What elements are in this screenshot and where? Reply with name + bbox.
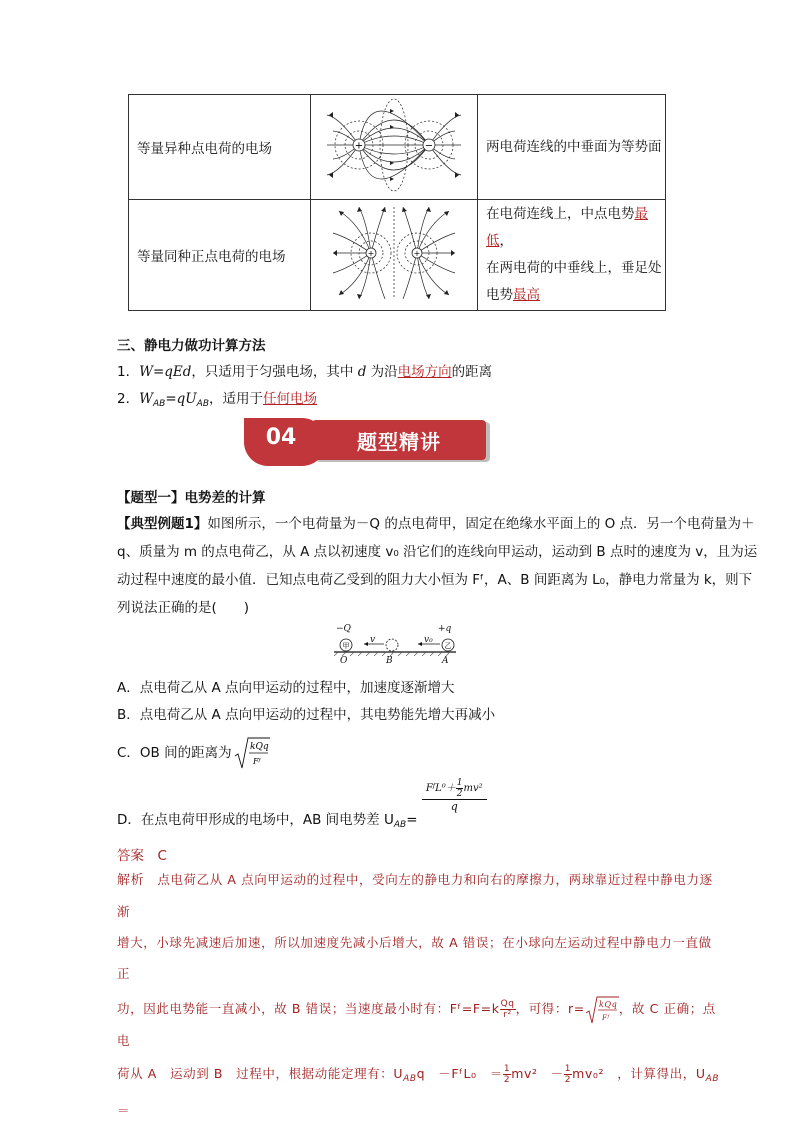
negative-charge-sign: − <box>424 140 434 152</box>
problem-line: q、质量为 m 的点电荷乙，从 A 点以初速度 v₀ 沿它们的连线向甲运动，运动到 B 点时的速度为 v，且为运 <box>117 544 758 560</box>
fraction-numerator <box>422 778 487 800</box>
sqrt-sign <box>234 736 270 770</box>
symbol: W <box>139 391 153 407</box>
symbol: d <box>357 364 367 380</box>
option-a: A．点电荷乙从 A 点向甲运动的过程中，加速度逐渐增大 <box>117 680 455 696</box>
explanation-label: 解析 <box>117 873 145 888</box>
sqrt-numerator: kQq <box>249 742 269 752</box>
point-label-b: B <box>386 656 393 666</box>
subscript: AB <box>403 1073 417 1084</box>
banner-title: 题型精讲 <box>357 430 441 454</box>
half-fraction <box>503 1064 511 1085</box>
sqrt-denominator: Fᶠ <box>252 757 261 766</box>
numerator-tail: mv² <box>463 783 483 794</box>
explanation-text: mv² － <box>511 1065 564 1081</box>
desc-text: 电势 <box>486 287 513 303</box>
half-top: 1 <box>456 778 463 788</box>
subscript: AB <box>705 1073 720 1084</box>
problem-line: 动过程中速度的最小值．已知点电荷乙受到的阻力大小恒为 Fᶠ，A、B 间距离为 L₀，静电力常量为 k，则下 <box>117 572 753 588</box>
explanation-line: 增大，小球先减速后加速，所以加速度先减小后增大，故 A 错误；在小球向左运动过程中静电力一直做正 <box>117 935 712 981</box>
charge-label-pos-q: +q <box>438 624 452 634</box>
explanation-text: 点电荷乙从 A 点向甲运动的过程中，受向左的静电力和向右的摩擦力，两球靠近过程中静电力逐渐 <box>117 872 713 919</box>
half-fraction <box>564 1064 572 1085</box>
explanation-line <box>117 993 723 1056</box>
field-figure-cell <box>311 200 478 311</box>
sqrt-denominator: Fᶠ <box>601 1013 610 1022</box>
highlight-field-direction: 电场方向 <box>397 364 452 380</box>
field-desc: 两电荷连线的中垂面为等势面 <box>486 138 662 155</box>
option-d-text <box>117 812 418 828</box>
item-text: 为沿 <box>366 364 398 380</box>
explanation <box>117 864 733 1120</box>
subscript: AB <box>393 820 407 830</box>
banner-number: 04 <box>265 425 297 450</box>
answer-value: C <box>157 848 167 864</box>
fraction-bottom: r² <box>503 1010 512 1020</box>
problem-label: 【典型例题1】 <box>117 516 208 532</box>
problem-line <box>117 512 755 532</box>
sqrt-expression <box>234 736 270 770</box>
desc-text: ， <box>499 233 513 249</box>
explanation-line <box>117 864 723 927</box>
field-desc-cell <box>478 95 666 200</box>
charge-at-b <box>386 639 398 651</box>
point-label-o: O <box>340 656 348 666</box>
option-c <box>117 736 270 770</box>
explanation-text: ，可得：r= <box>515 1001 585 1016</box>
charge-yi-label: 乙 <box>444 642 452 650</box>
explanation-text: 荷从 A 运动到 B 过程中，根据动能定理有：U <box>117 1065 404 1081</box>
point-label-a: A <box>442 656 449 666</box>
explanation-text: 功，因此电势能一直减小，故 B 错误；当速度最小时有：Fᶠ=F=k <box>117 1001 500 1016</box>
velocity-label-v0: v₀ <box>424 635 433 645</box>
option-d <box>117 778 487 830</box>
field-name: 等量同种正点电荷的电场 <box>137 249 286 265</box>
opposite-charges-field-figure <box>319 97 469 193</box>
sqrt-sign <box>585 995 619 1025</box>
section-heading: 三、静电力做功计算方法 <box>117 338 266 354</box>
field-desc-cell <box>478 200 666 311</box>
item-text: 的距离 <box>451 364 493 380</box>
option-b: B．点电荷乙从 A 点向甲运动的过程中，其电势能先增大再减小 <box>117 707 496 723</box>
half-bottom: 2 <box>456 789 463 799</box>
numerator-text: FᶠL⁰＋ <box>425 783 456 794</box>
velocity-label-v: v <box>370 635 376 645</box>
item-text: ，只适用于匀强电场，其中 <box>191 364 358 380</box>
fraction <box>500 999 516 1020</box>
option-c-text: C．OB 间的距离为 <box>117 745 232 761</box>
fraction-denominator: q <box>450 800 458 813</box>
field-name-cell <box>129 200 311 311</box>
positive-charge-sign: + <box>354 140 364 152</box>
answer-label: 答案 <box>117 848 144 864</box>
explanation-text: mv₀² ，计算得出，U <box>572 1065 706 1081</box>
charge-jia-label: 甲 <box>342 642 350 650</box>
fraction-top: Qq <box>500 999 515 1009</box>
item-number: 1． <box>117 364 140 380</box>
fraction-top: 1 <box>564 1063 572 1074</box>
problem-figure <box>330 620 460 666</box>
problem-type-heading: 【题型一】电势差的计算 <box>117 490 266 506</box>
fraction-top: 1 <box>503 1063 511 1074</box>
field-name: 等量异种点电荷的电场 <box>137 141 272 157</box>
answer-line <box>117 844 167 864</box>
field-name-cell <box>129 95 311 200</box>
item-number: 2． <box>117 391 140 407</box>
desc-text: 在两电荷的中垂线上，垂足处 <box>486 260 662 276</box>
field-comparison-table <box>128 94 666 311</box>
section-banner <box>240 414 500 468</box>
fraction-bottom: 2 <box>503 1074 511 1085</box>
table-row <box>129 95 666 200</box>
table-row <box>129 200 666 311</box>
highlight-any-field: 任何电场 <box>263 391 318 407</box>
like-charges-field-figure <box>319 203 469 303</box>
positive-charge-sign: + <box>367 249 375 258</box>
explanation-text: q －FᶠL₀ ＝ <box>416 1065 503 1081</box>
option-d-label: D．在点电荷甲形成的电场中，AB 间电势差 U <box>117 812 394 828</box>
explanation-text: ＝ <box>117 1065 733 1118</box>
explanation-text: ，故 C 正确；点电 <box>117 1001 716 1048</box>
formula: =qU <box>165 391 197 407</box>
method-item-1 <box>117 360 492 380</box>
subscript: AB <box>152 399 166 409</box>
method-item-2 <box>117 387 317 409</box>
explanation-line <box>117 1058 733 1126</box>
problem-text: 如图所示，一个电荷量为－Q 的点电荷甲，固定在绝缘水平面上的 O 点．另一个电荷量为＋ <box>207 516 755 532</box>
problem-line: 列说法正确的是( ) <box>117 600 250 616</box>
sqrt-numerator: kQq <box>598 999 618 1009</box>
highlight-highest: 最高 <box>513 287 540 303</box>
equals-sign: = <box>406 812 418 828</box>
charge-label-neg-q: −Q <box>336 624 351 634</box>
item-text: ，适用于 <box>209 391 264 407</box>
subscript: AB <box>196 399 210 409</box>
formula: W=qEd <box>139 364 192 380</box>
fraction-bottom: 2 <box>564 1074 572 1085</box>
desc-text: 在电荷连线上，中点电势 <box>486 206 635 222</box>
field-figure-cell <box>311 95 478 200</box>
highlight-lowest: 最低 <box>486 206 648 249</box>
fraction-expression <box>422 778 487 813</box>
positive-charge-sign: + <box>413 249 421 258</box>
